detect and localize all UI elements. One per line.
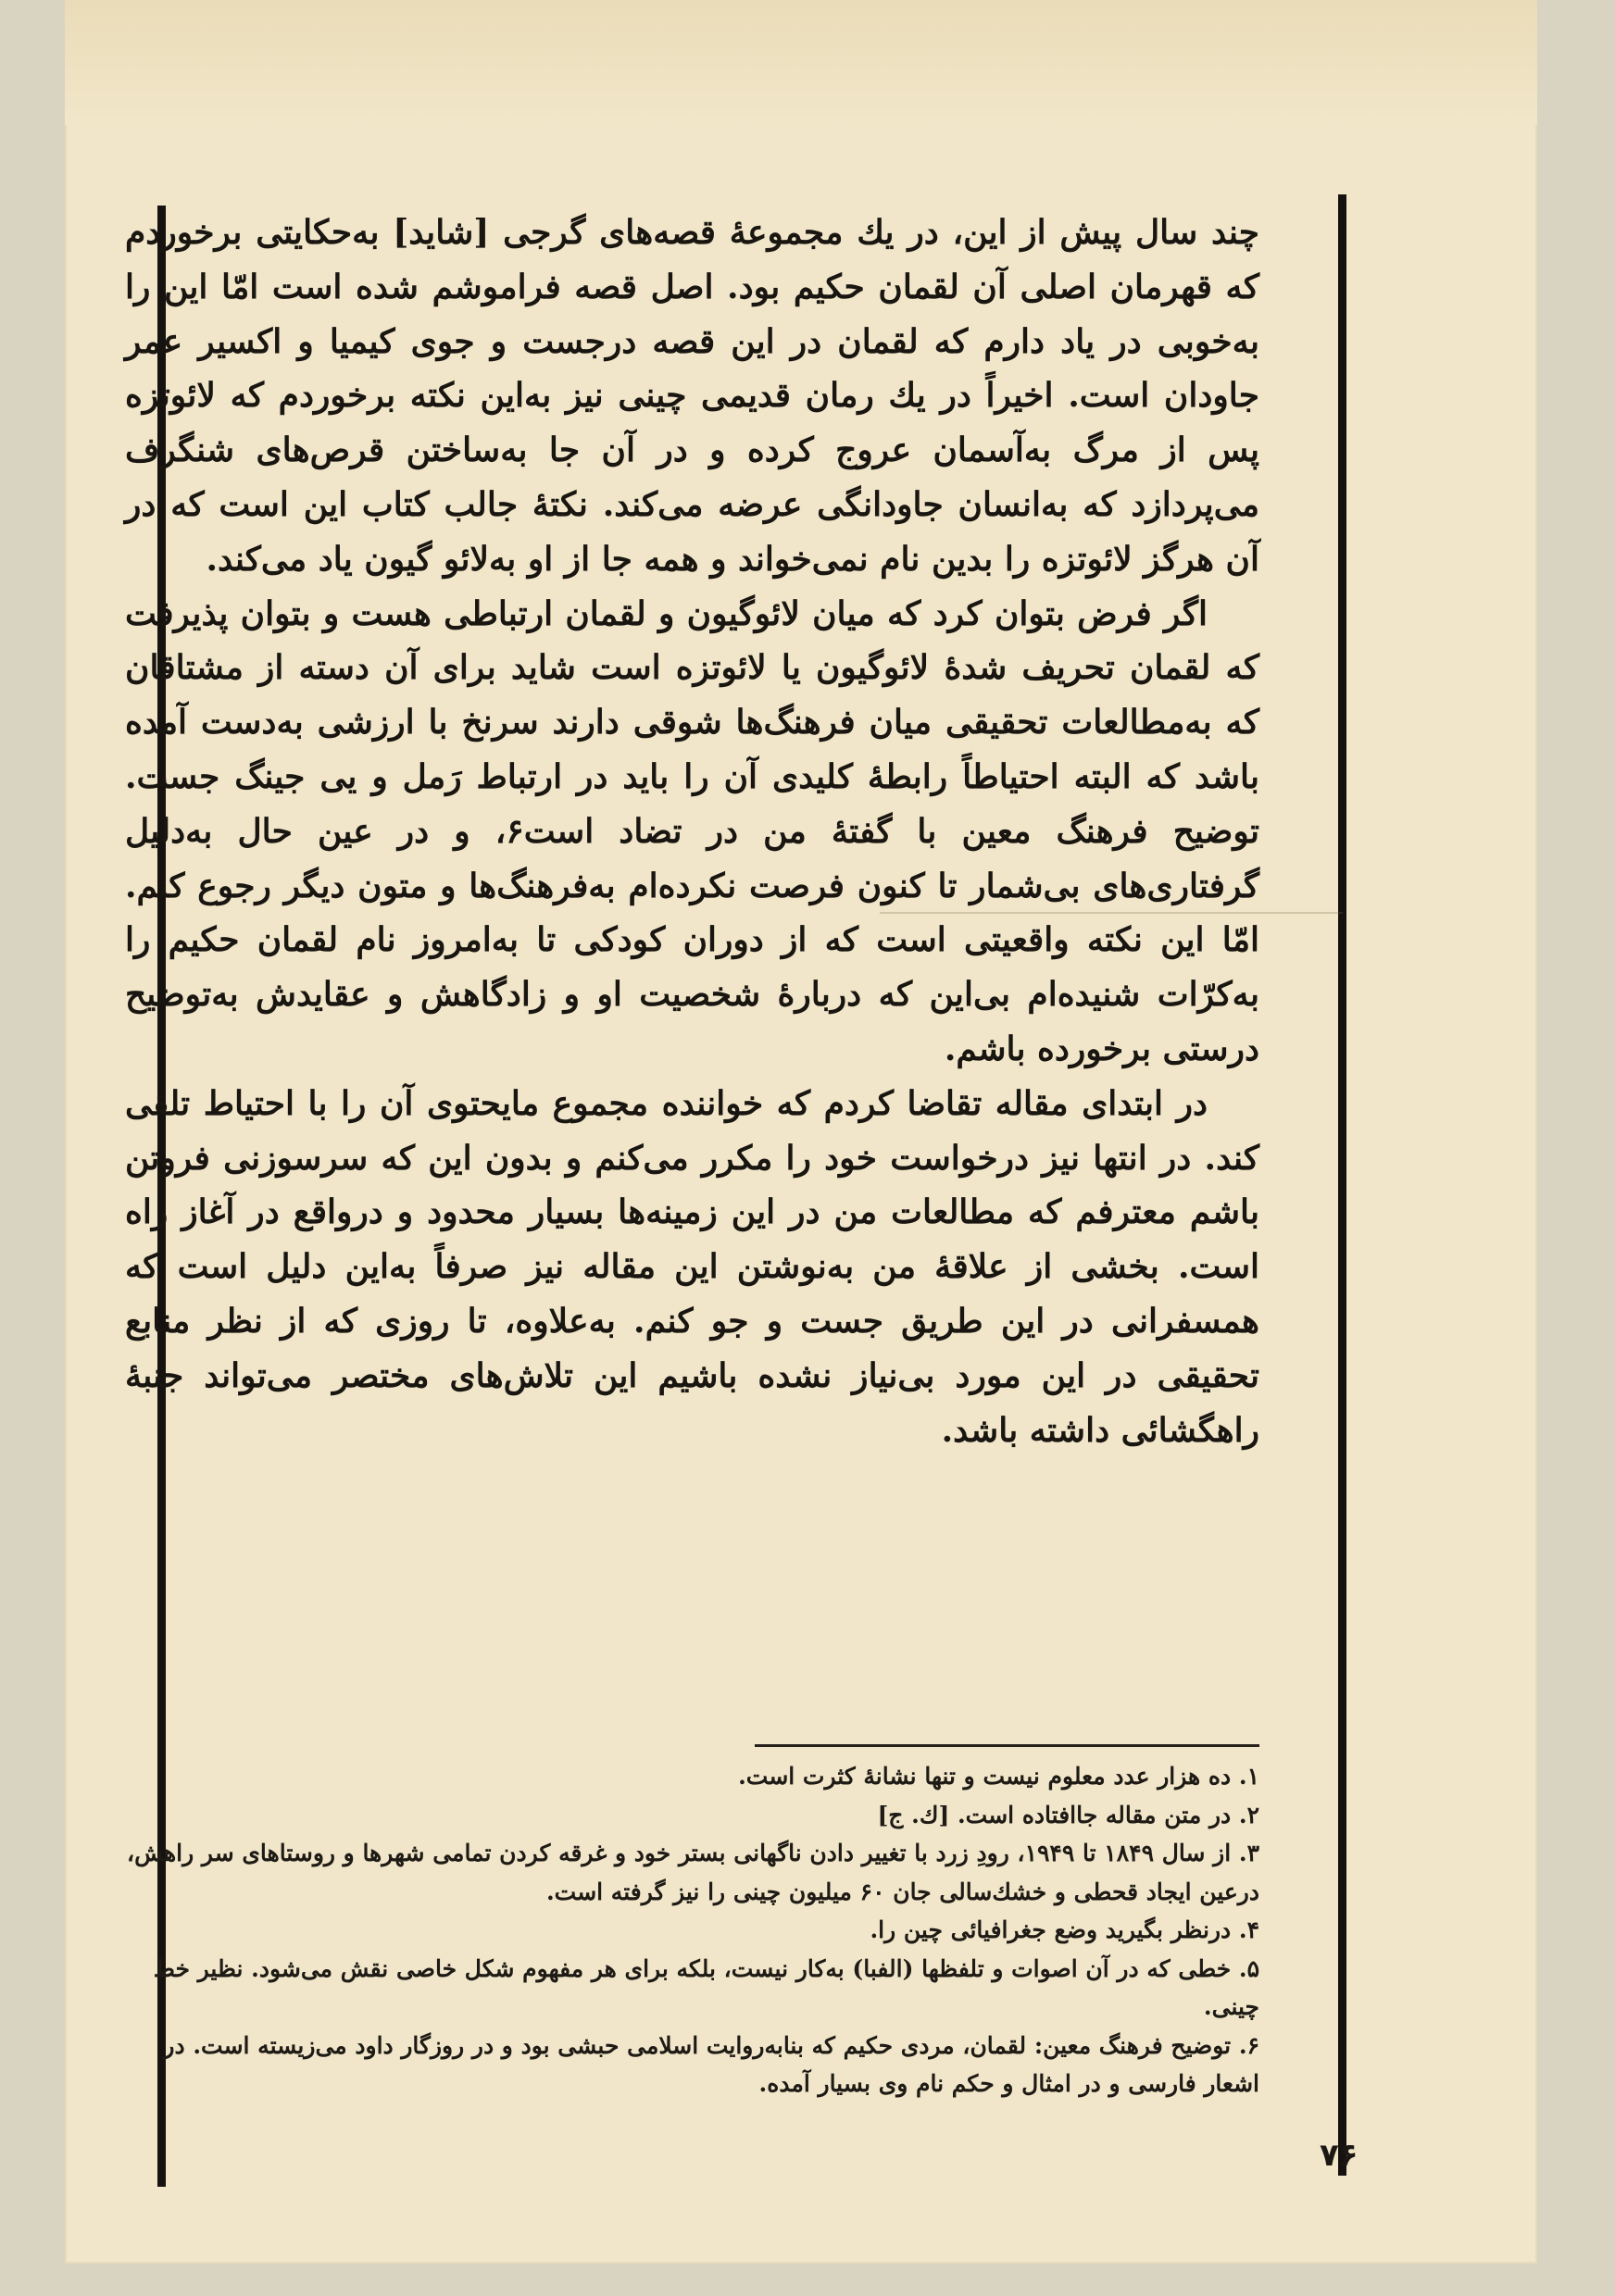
paragraph-2: اگر فرض بتوان کرد که میان لائوگیون و لقمان ارتباطی هست و بتوان پذیرفت که لقمان تحریف شدهٔ لائوگیون یا لائوتزه است شاید برای آن دسته از مشتاقان که به‌مطالعات تحقیقی میان فرهنگ‌ها شوقی دارند سرنخ با ارزشی به‌دست آمده باشد که البته احتیاطاً رابطهٔ کلیدی آن را باید در ارتباط رَمل و یی جینگ جست. توضیح فرهنگ معین با گفتهٔ من در تضاد است۶، و در عین حال به‌دلیل گرفتاری‌های بی‌شمار تا کنون فرصت نکرده‌ام به‌فرهنگ‌ها و متون دیگر رجوع کنم. امّا این نکته واقعیتی است که از دوران کودکی تا به‌امروز نام لقمان حکیم را به‌کرّات شنیده‌ام بی‌این که دربارهٔ شخصیت او و زادگاهش و عقایدش به‌توضیح درستی برخورده باشم.	[125, 593, 1259, 1068]
footnote-6: ۶. توضیح فرهنگ معین: لقمان، مردی حکیم که بنابه‌روایت اسلامی حبشی بود و در روزگار داود می‌زیسته است. در اشعار فارسی و در امثال و حکم نام وی بسیار آمده.	[163, 2031, 1259, 2097]
footnotes	[125, 1757, 1259, 2103]
footnote-5: ۵. خطی که در آن اصوات و تلفظها (الفبا) به‌کار نیست، بلکه برای هر مفهوم شکل خاصی نقش می‌شود. نظیر خط چینی.	[153, 1954, 1259, 2020]
footnote-4: ۴. درنظر بگیرید وضع جغرافیائی چین را.	[870, 1916, 1259, 1943]
page-top-band	[65, 0, 1537, 125]
footnote-2: ۲. در متن مقاله جاافتاده است. [ك. ج]	[877, 1801, 1259, 1828]
footnote-1: ۱. ده هزار عدد معلوم نیست و تنها نشانهٔ کثرت است.	[738, 1763, 1259, 1790]
footnote-3: ۳. از سال ۱۸۴۹ تا ۱۹۴۹، رودِ زرد با تغییر دادن ناگهانی بستر خود و غرقه کردن تمامی شهرها و روستاهای سر راهش، درعین ایجاد قحطی و خشك‌سالی جان ۶۰ میلیون چینی را نیز گرفته است.	[127, 1840, 1259, 1905]
right-margin-rule	[1338, 194, 1346, 2176]
footnote-separator	[755, 1744, 1259, 1747]
main-text	[125, 206, 1259, 1457]
page-number: ۷۶	[1320, 2137, 1358, 2174]
paragraph-1: چند سال پیش از این، در یك مجموعهٔ قصه‌های گرجی [شاید] به‌حکایتی برخوردم که قهرمان اصلی آن لقمان حکیم بود. اصل قصه فراموشم شده است امّا این را به‌خوبی در یاد دارم که لقمان در این قصه درجست و جوی کیمیا و اکسیر عمر جاودان است. اخیراً در یك رمان قدیمی چینی نیز به‌این نکته برخوردم که لائوتزه پس از مرگ به‌آسمان عروج کرده و در آن جا به‌ساختن قرص‌های شنگرف می‌پردازد که به‌انسان جاودانگی عرضه می‌کند. نکتهٔ جالب کتاب این است که در آن هرگز لائوتزه را بدین نام نمی‌خواند و همه جا از او به‌لائو گیون یاد می‌کند.	[125, 213, 1259, 579]
paragraph-3: در ابتدای مقاله تقاضا کردم که خواننده مجموع مایحتوی آن را با احتیاط تلقی کند. در انتها نیز درخواست خود را مکرر می‌کنم و بدون این که سرسوزنی فروتن باشم معترفم که مطالعات من در این زمینه‌ها بسیار محدود و درواقع در آغاز راه است. بخشی از علاقهٔ من به‌نوشتن این مقاله نیز صرفاً به‌این دلیل است که همسفرانی در این طریق جست و جو کنم. به‌علاوه، تا روزی که از نظر منابع تحقیقی در این مورد بی‌نیاز نشده باشیم این تلاش‌های مختصر می‌تواند جنبهٔ راهگشائی داشته باشد.	[125, 1083, 1259, 1450]
